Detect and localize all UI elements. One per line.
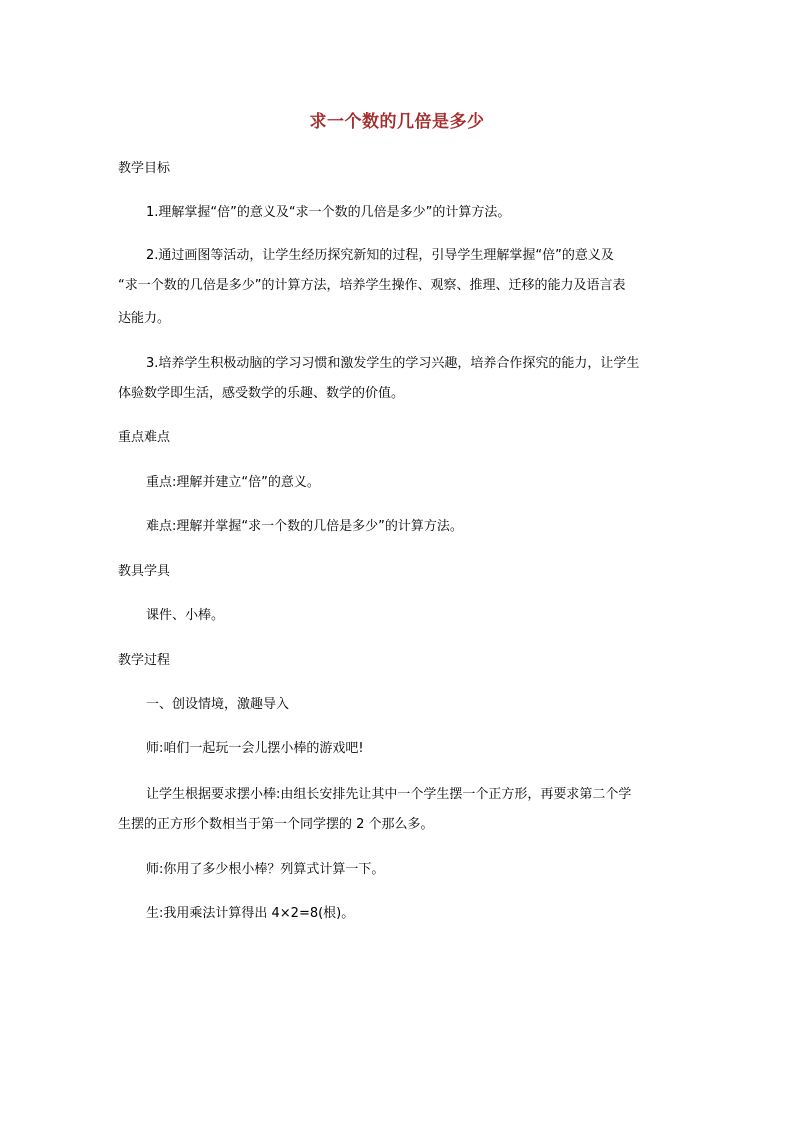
objective-3-line-1: 3.培养学生积极动脑的学习习惯和激发学生的学习兴趣，培养合作探究的能力，让学生	[146, 356, 640, 371]
objective-2-line-2: “求一个数的几倍是多少”的计算方法，培养学生操作、观察、推理、迁移的能力及语言表	[118, 278, 626, 293]
objectives-heading: 教学目标	[118, 161, 171, 176]
objective-2-line-3: 达能力。	[118, 311, 171, 326]
step-1-heading: 一、创设情境，激趣导入	[146, 697, 290, 712]
teacher-line-2: 师:你用了多少根小棒？列算式计算一下。	[146, 862, 385, 877]
difficulty-text: 难点:理解并掌握“求一个数的几倍是多少”的计算方法。	[146, 519, 463, 534]
teacher-line-1: 师:咱们一起玩一会儿摆小棒的游戏吧!	[146, 741, 364, 756]
tools-text: 课件、小棒。	[146, 608, 225, 623]
objective-3-line-2: 体验数学即生活，感受数学的乐趣、数学的价值。	[118, 386, 405, 401]
keypoint-text: 重点:理解并建立“倍”的意义。	[146, 475, 320, 490]
tools-heading: 教具学具	[118, 564, 171, 579]
process-heading: 教学过程	[118, 653, 171, 668]
objective-2-line-1: 2.通过画图等活动，让学生经历探究新知的过程，引导学生理解掌握“倍”的意义及	[146, 248, 614, 263]
activity-line-1: 让学生根据要求摆小棒:由组长安排先让其中一个学生摆一个正方形，再要求第二个学	[146, 787, 632, 802]
document-title: 求一个数的几倍是多少	[309, 112, 485, 132]
keypoints-heading: 重点难点	[118, 430, 171, 445]
activity-line-2: 生摆的正方形个数相当于第一个同学摆的 2 个那么多。	[118, 817, 434, 832]
objective-1: 1.理解掌握“倍”的意义及“求一个数的几倍是多少”的计算方法。	[146, 205, 511, 220]
student-line-1: 生:我用乘法计算得出 4×2=8(根)。	[146, 906, 355, 921]
